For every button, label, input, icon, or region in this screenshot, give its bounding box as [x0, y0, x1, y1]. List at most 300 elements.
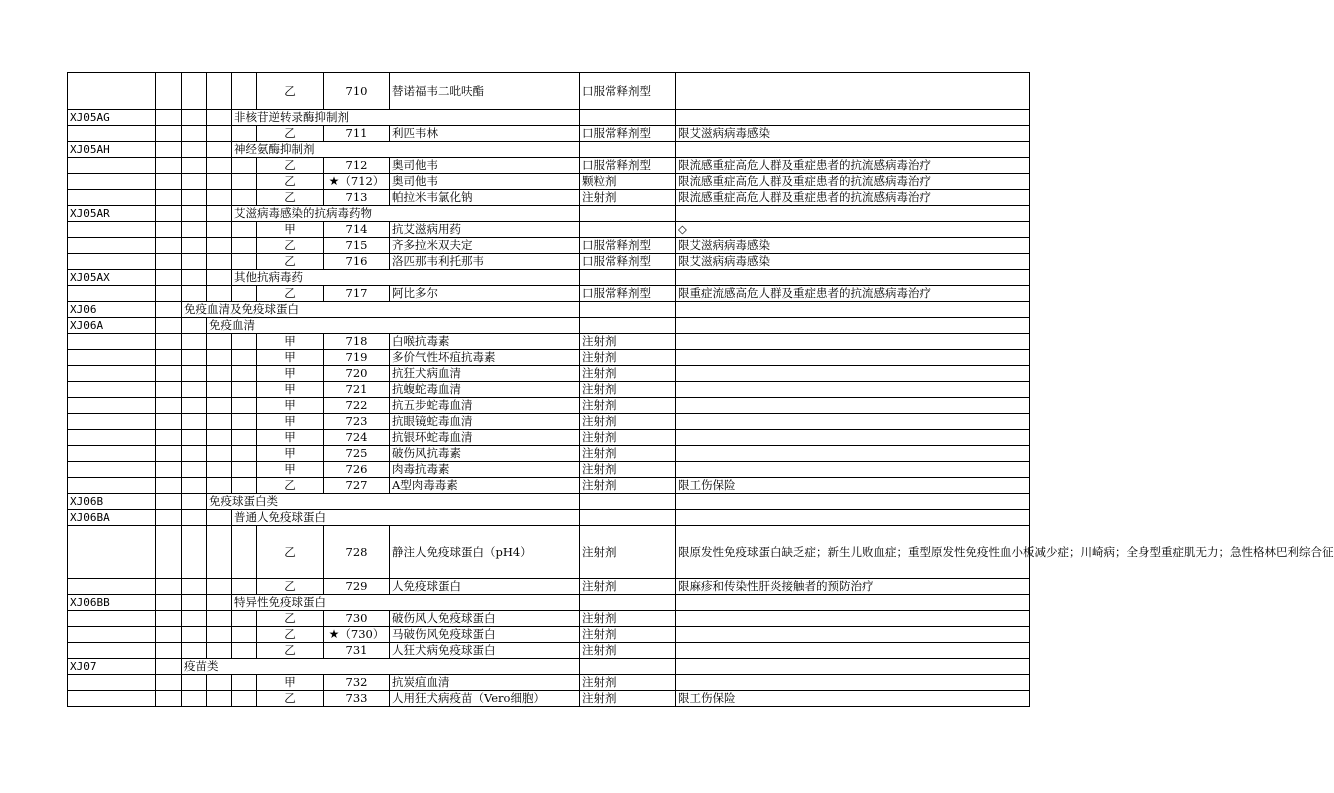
insurance-class-cell: 甲	[257, 446, 324, 462]
drug-row	[68, 73, 1030, 110]
category-code-cell: XJ06BA	[68, 510, 156, 526]
empty-cell	[676, 510, 1030, 526]
empty-cell	[232, 691, 257, 707]
drug-row	[68, 446, 1030, 462]
code-cell	[68, 398, 156, 414]
empty-cell	[182, 286, 207, 302]
empty-cell	[182, 526, 207, 579]
empty-cell	[207, 691, 232, 707]
insurance-class-cell: 乙	[257, 611, 324, 627]
dosage-form-cell: 注射剂	[580, 579, 676, 595]
drug-name-cell: 抗银环蛇毒血清	[390, 430, 580, 446]
drug-number: 731	[345, 643, 368, 657]
code-cell	[68, 526, 156, 579]
code-cell	[68, 158, 156, 174]
category-row	[68, 142, 1030, 158]
remark-cell	[676, 675, 1030, 691]
code-cell	[68, 446, 156, 462]
empty-cell	[207, 478, 232, 494]
drug-row	[68, 382, 1030, 398]
empty-cell	[156, 446, 182, 462]
empty-cell	[232, 190, 257, 206]
category-code-cell: XJ07	[68, 659, 156, 675]
empty-cell	[182, 382, 207, 398]
remark-cell	[676, 414, 1030, 430]
drug-number: 725	[345, 446, 368, 460]
drug-name-cell: 抗狂犬病血清	[390, 366, 580, 382]
empty-cell	[156, 398, 182, 414]
drug-number: 710	[345, 83, 368, 98]
remark-cell	[676, 611, 1030, 627]
category-code-cell: XJ06	[68, 302, 156, 318]
empty-cell	[156, 494, 182, 510]
drug-number: 719	[345, 350, 368, 364]
empty-cell	[580, 510, 676, 526]
empty-cell	[676, 270, 1030, 286]
drug-name-cell: 帕拉米韦氯化钠	[390, 190, 580, 206]
empty-cell	[182, 238, 207, 254]
drug-number: 733	[345, 691, 368, 705]
empty-cell	[156, 206, 182, 222]
insurance-class-cell: 乙	[257, 158, 324, 174]
code-cell	[68, 254, 156, 270]
category-code-cell: XJ05AR	[68, 206, 156, 222]
drug-number: 711	[345, 126, 368, 140]
empty-cell	[182, 414, 207, 430]
drug-number-cell	[324, 334, 390, 350]
empty-cell	[580, 110, 676, 126]
empty-cell	[232, 382, 257, 398]
drug-number: 730	[345, 611, 368, 625]
empty-cell	[182, 158, 207, 174]
empty-cell	[156, 611, 182, 627]
category-row	[68, 494, 1030, 510]
code-cell	[68, 222, 156, 238]
empty-cell	[232, 430, 257, 446]
drug-number: 715	[345, 238, 368, 252]
dosage-form-cell: 颗粒剂	[580, 174, 676, 190]
dosage-form-cell: 口服常释剂型	[580, 158, 676, 174]
category-label-cell: 免疫血清及免疫球蛋白	[182, 302, 580, 318]
empty-cell	[207, 142, 232, 158]
drug-row	[68, 478, 1030, 494]
remark-cell: 限艾滋病病毒感染	[676, 238, 1030, 254]
empty-cell	[232, 414, 257, 430]
drug-number-cell	[324, 126, 390, 142]
empty-cell	[232, 286, 257, 302]
empty-cell	[182, 73, 207, 110]
empty-cell	[156, 675, 182, 691]
empty-cell	[182, 611, 207, 627]
empty-cell	[182, 366, 207, 382]
insurance-class-cell: 甲	[257, 222, 324, 238]
insurance-class-cell: 甲	[257, 462, 324, 478]
drug-row	[68, 334, 1030, 350]
dosage-form-cell: 注射剂	[580, 478, 676, 494]
category-label-cell: 特异性免疫球蛋白	[232, 595, 580, 611]
remark-cell	[676, 73, 1030, 110]
empty-cell	[232, 73, 257, 110]
dosage-form-cell: 注射剂	[580, 611, 676, 627]
empty-cell	[232, 643, 257, 659]
drug-number-cell	[324, 643, 390, 659]
category-row	[68, 659, 1030, 675]
empty-cell	[207, 611, 232, 627]
remark-cell: 限原发性免疫球蛋白缺乏症；新生儿败血症；重型原发性免疫性血小板减少症；川崎病；全身型重症肌无力；急性格林巴利综合征	[676, 526, 1030, 579]
empty-cell	[156, 73, 182, 110]
empty-cell	[182, 462, 207, 478]
dosage-form-cell: 注射剂	[580, 414, 676, 430]
empty-cell	[156, 643, 182, 659]
empty-cell	[207, 366, 232, 382]
drug-name-cell: 齐多拉米双夫定	[390, 238, 580, 254]
drug-name-cell: 抗眼镜蛇毒血清	[390, 414, 580, 430]
remark-cell: 限工伤保险	[676, 478, 1030, 494]
category-row	[68, 302, 1030, 318]
code-cell	[68, 430, 156, 446]
category-row	[68, 595, 1030, 611]
drug-number-cell	[324, 286, 390, 302]
star-icon: ★	[328, 627, 340, 641]
insurance-class-cell: 甲	[257, 675, 324, 691]
code-cell	[68, 675, 156, 691]
empty-cell	[207, 398, 232, 414]
drug-name-cell: 抗蝮蛇毒血清	[390, 382, 580, 398]
remark-cell: 限流感重症高危人群及重症患者的抗流感病毒治疗	[676, 158, 1030, 174]
insurance-class-cell: 乙	[257, 691, 324, 707]
empty-cell	[676, 318, 1030, 334]
category-label-cell: 艾滋病毒感染的抗病毒药物	[232, 206, 580, 222]
empty-cell	[207, 174, 232, 190]
drug-number: 728	[345, 544, 368, 559]
empty-cell	[207, 350, 232, 366]
empty-cell	[182, 126, 207, 142]
empty-cell	[182, 174, 207, 190]
insurance-class-cell: 甲	[257, 430, 324, 446]
empty-cell	[182, 510, 207, 526]
empty-cell	[182, 254, 207, 270]
drug-row	[68, 286, 1030, 302]
empty-cell	[156, 190, 182, 206]
drug-row	[68, 611, 1030, 627]
remark-cell	[676, 643, 1030, 659]
drug-number-cell	[324, 190, 390, 206]
drug-number-cell	[324, 627, 390, 643]
drug-number-cell	[324, 174, 390, 190]
empty-cell	[156, 110, 182, 126]
empty-cell	[207, 238, 232, 254]
empty-cell	[156, 254, 182, 270]
category-label-cell: 其他抗病毒药	[232, 270, 580, 286]
empty-cell	[182, 627, 207, 643]
drug-row	[68, 526, 1030, 579]
dosage-form-cell: 注射剂	[580, 350, 676, 366]
drug-name-cell: A型肉毒毒素	[390, 478, 580, 494]
empty-cell	[182, 270, 207, 286]
empty-cell	[207, 382, 232, 398]
drug-row	[68, 222, 1030, 238]
empty-cell	[207, 254, 232, 270]
code-cell	[68, 238, 156, 254]
empty-cell	[182, 446, 207, 462]
code-cell	[68, 366, 156, 382]
empty-cell	[232, 350, 257, 366]
empty-cell	[182, 222, 207, 238]
drug-row	[68, 350, 1030, 366]
empty-cell	[232, 462, 257, 478]
empty-cell	[207, 334, 232, 350]
category-label-cell: 普通人免疫球蛋白	[232, 510, 580, 526]
empty-cell	[207, 462, 232, 478]
empty-cell	[156, 430, 182, 446]
drug-number-cell	[324, 478, 390, 494]
drug-number: 726	[345, 462, 368, 476]
drug-name-cell: 马破伤风免疫球蛋白	[390, 627, 580, 643]
remark-cell: 限流感重症高危人群及重症患者的抗流感病毒治疗	[676, 174, 1030, 190]
empty-cell	[232, 334, 257, 350]
empty-cell	[232, 238, 257, 254]
dosage-form-cell: 口服常释剂型	[580, 73, 676, 110]
empty-cell	[232, 579, 257, 595]
remark-cell: 限艾滋病病毒感染	[676, 126, 1030, 142]
drug-name-cell: 洛匹那韦利托那韦	[390, 254, 580, 270]
empty-cell	[182, 494, 207, 510]
code-cell	[68, 414, 156, 430]
empty-cell	[232, 254, 257, 270]
drug-catalog-table	[67, 72, 1334, 707]
drug-number-cell	[324, 526, 390, 579]
category-row	[68, 510, 1030, 526]
category-row	[68, 206, 1030, 222]
remark-cell: 限流感重症高危人群及重症患者的抗流感病毒治疗	[676, 190, 1030, 206]
category-row	[68, 318, 1030, 334]
empty-cell	[580, 595, 676, 611]
remark-cell	[676, 446, 1030, 462]
insurance-class-cell: 甲	[257, 334, 324, 350]
empty-cell	[580, 206, 676, 222]
empty-cell	[232, 446, 257, 462]
empty-cell	[676, 302, 1030, 318]
empty-cell	[580, 659, 676, 675]
empty-cell	[182, 110, 207, 126]
empty-cell	[580, 142, 676, 158]
empty-cell	[676, 110, 1030, 126]
empty-cell	[182, 206, 207, 222]
empty-cell	[580, 494, 676, 510]
drug-row	[68, 579, 1030, 595]
empty-cell	[156, 222, 182, 238]
code-cell	[68, 174, 156, 190]
dosage-form-cell: 注射剂	[580, 627, 676, 643]
drug-name-cell: 人用狂犬病疫苗（Vero细胞）	[390, 691, 580, 707]
insurance-class-cell: 乙	[257, 254, 324, 270]
empty-cell	[232, 366, 257, 382]
empty-cell	[182, 643, 207, 659]
drug-row	[68, 462, 1030, 478]
drug-number-cell	[324, 414, 390, 430]
empty-cell	[676, 494, 1030, 510]
drug-name-cell: 利匹韦林	[390, 126, 580, 142]
code-cell	[68, 462, 156, 478]
empty-cell	[232, 526, 257, 579]
empty-cell	[207, 190, 232, 206]
empty-cell	[232, 222, 257, 238]
drug-number: 713	[345, 190, 368, 204]
dosage-form-cell: 注射剂	[580, 643, 676, 659]
drug-number: 732	[345, 675, 368, 689]
empty-cell	[232, 611, 257, 627]
empty-cell	[156, 318, 182, 334]
dosage-form-cell: 注射剂	[580, 334, 676, 350]
drug-name-cell: 奥司他韦	[390, 174, 580, 190]
drug-name-cell: 肉毒抗毒素	[390, 462, 580, 478]
insurance-class-cell: 乙	[257, 579, 324, 595]
drug-number: 716	[345, 254, 368, 268]
drug-number: 722	[345, 398, 368, 412]
drug-number: 721	[345, 382, 368, 396]
drug-number-cell	[324, 446, 390, 462]
remark-cell	[676, 430, 1030, 446]
empty-cell	[207, 446, 232, 462]
drug-number: 720	[345, 366, 368, 380]
drug-number-cell	[324, 462, 390, 478]
empty-cell	[207, 595, 232, 611]
category-code-cell: XJ06BB	[68, 595, 156, 611]
empty-cell	[232, 398, 257, 414]
drug-number-cell	[324, 350, 390, 366]
dosage-form-cell: 注射剂	[580, 190, 676, 206]
drug-number-cell	[324, 611, 390, 627]
dosage-form-cell: 注射剂	[580, 526, 676, 579]
code-cell	[68, 334, 156, 350]
insurance-class-cell: 甲	[257, 414, 324, 430]
empty-cell	[156, 510, 182, 526]
empty-cell	[207, 643, 232, 659]
empty-cell	[182, 430, 207, 446]
insurance-class-cell: 乙	[257, 526, 324, 579]
empty-cell	[182, 675, 207, 691]
remark-cell	[676, 627, 1030, 643]
empty-cell	[676, 142, 1030, 158]
insurance-class-cell: 乙	[257, 478, 324, 494]
empty-cell	[207, 579, 232, 595]
drug-name-cell: 白喉抗毒素	[390, 334, 580, 350]
drug-name-cell: 抗炭疽血清	[390, 675, 580, 691]
drug-number-cell	[324, 382, 390, 398]
drug-name-cell: 破伤风人免疫球蛋白	[390, 611, 580, 627]
drug-name-cell: 人狂犬病免疫球蛋白	[390, 643, 580, 659]
drug-row	[68, 398, 1030, 414]
remark-cell	[676, 398, 1030, 414]
remark-cell: 限工伤保险	[676, 691, 1030, 707]
empty-cell	[182, 142, 207, 158]
dosage-form-cell: 注射剂	[580, 691, 676, 707]
empty-cell	[156, 366, 182, 382]
empty-cell	[156, 142, 182, 158]
dosage-form-cell: 注射剂	[580, 446, 676, 462]
empty-cell	[156, 526, 182, 579]
dosage-form-cell: 注射剂	[580, 398, 676, 414]
table-body	[68, 73, 1334, 707]
empty-cell	[156, 334, 182, 350]
empty-cell	[207, 158, 232, 174]
empty-cell	[676, 659, 1030, 675]
drug-name-cell: 替诺福韦二吡呋酯	[390, 73, 580, 110]
drug-number: 723	[345, 414, 368, 428]
empty-cell	[182, 478, 207, 494]
category-label-cell: 疫苗类	[182, 659, 580, 675]
remark-cell: 限艾滋病病毒感染	[676, 254, 1030, 270]
insurance-class-cell: 甲	[257, 382, 324, 398]
category-row	[68, 270, 1030, 286]
empty-cell	[156, 579, 182, 595]
empty-cell	[156, 659, 182, 675]
insurance-class-cell: 乙	[257, 174, 324, 190]
drug-row	[68, 190, 1030, 206]
empty-cell	[156, 691, 182, 707]
code-cell	[68, 627, 156, 643]
category-label-cell: 神经氨酶抑制剂	[232, 142, 580, 158]
empty-cell	[182, 350, 207, 366]
empty-cell	[156, 158, 182, 174]
drug-name-cell: 抗五步蛇毒血清	[390, 398, 580, 414]
empty-cell	[232, 174, 257, 190]
drug-name-cell: 静注人免疫球蛋白（pH4）	[390, 526, 580, 579]
drug-number-cell	[324, 238, 390, 254]
empty-cell	[182, 190, 207, 206]
insurance-class-cell: 乙	[257, 73, 324, 110]
insurance-class-cell: 乙	[257, 238, 324, 254]
insurance-class-cell: 甲	[257, 366, 324, 382]
drug-number-cell	[324, 398, 390, 414]
drug-number-cell	[324, 73, 390, 110]
remark-cell	[676, 366, 1030, 382]
empty-cell	[207, 206, 232, 222]
empty-cell	[156, 350, 182, 366]
empty-cell	[156, 414, 182, 430]
drug-number-cell	[324, 254, 390, 270]
drug-number-cell	[324, 222, 390, 238]
drug-number-cell	[324, 366, 390, 382]
code-cell	[68, 126, 156, 142]
empty-cell	[156, 270, 182, 286]
insurance-class-cell: 乙	[257, 643, 324, 659]
dosage-form-cell: 口服常释剂型	[580, 126, 676, 142]
empty-cell	[207, 627, 232, 643]
drug-number: 727	[345, 478, 368, 492]
category-label-cell: 非核苷逆转录酶抑制剂	[232, 110, 580, 126]
drug-name-cell: 阿比多尔	[390, 286, 580, 302]
category-code-cell: XJ06B	[68, 494, 156, 510]
drug-row	[68, 430, 1030, 446]
code-cell	[68, 190, 156, 206]
remark-cell	[676, 334, 1030, 350]
drug-row	[68, 238, 1030, 254]
code-cell	[68, 611, 156, 627]
remark-cell: 限麻疹和传染性肝炎接触者的预防治疗	[676, 579, 1030, 595]
drug-number: 718	[345, 334, 368, 348]
empty-cell	[156, 286, 182, 302]
empty-cell	[156, 302, 182, 318]
empty-cell	[580, 270, 676, 286]
drug-number: 729	[345, 579, 368, 593]
drug-name-cell: 奥司他韦	[390, 158, 580, 174]
empty-cell	[207, 126, 232, 142]
dosage-form-cell: 注射剂	[580, 366, 676, 382]
empty-cell	[232, 158, 257, 174]
code-cell	[68, 286, 156, 302]
code-cell	[68, 643, 156, 659]
